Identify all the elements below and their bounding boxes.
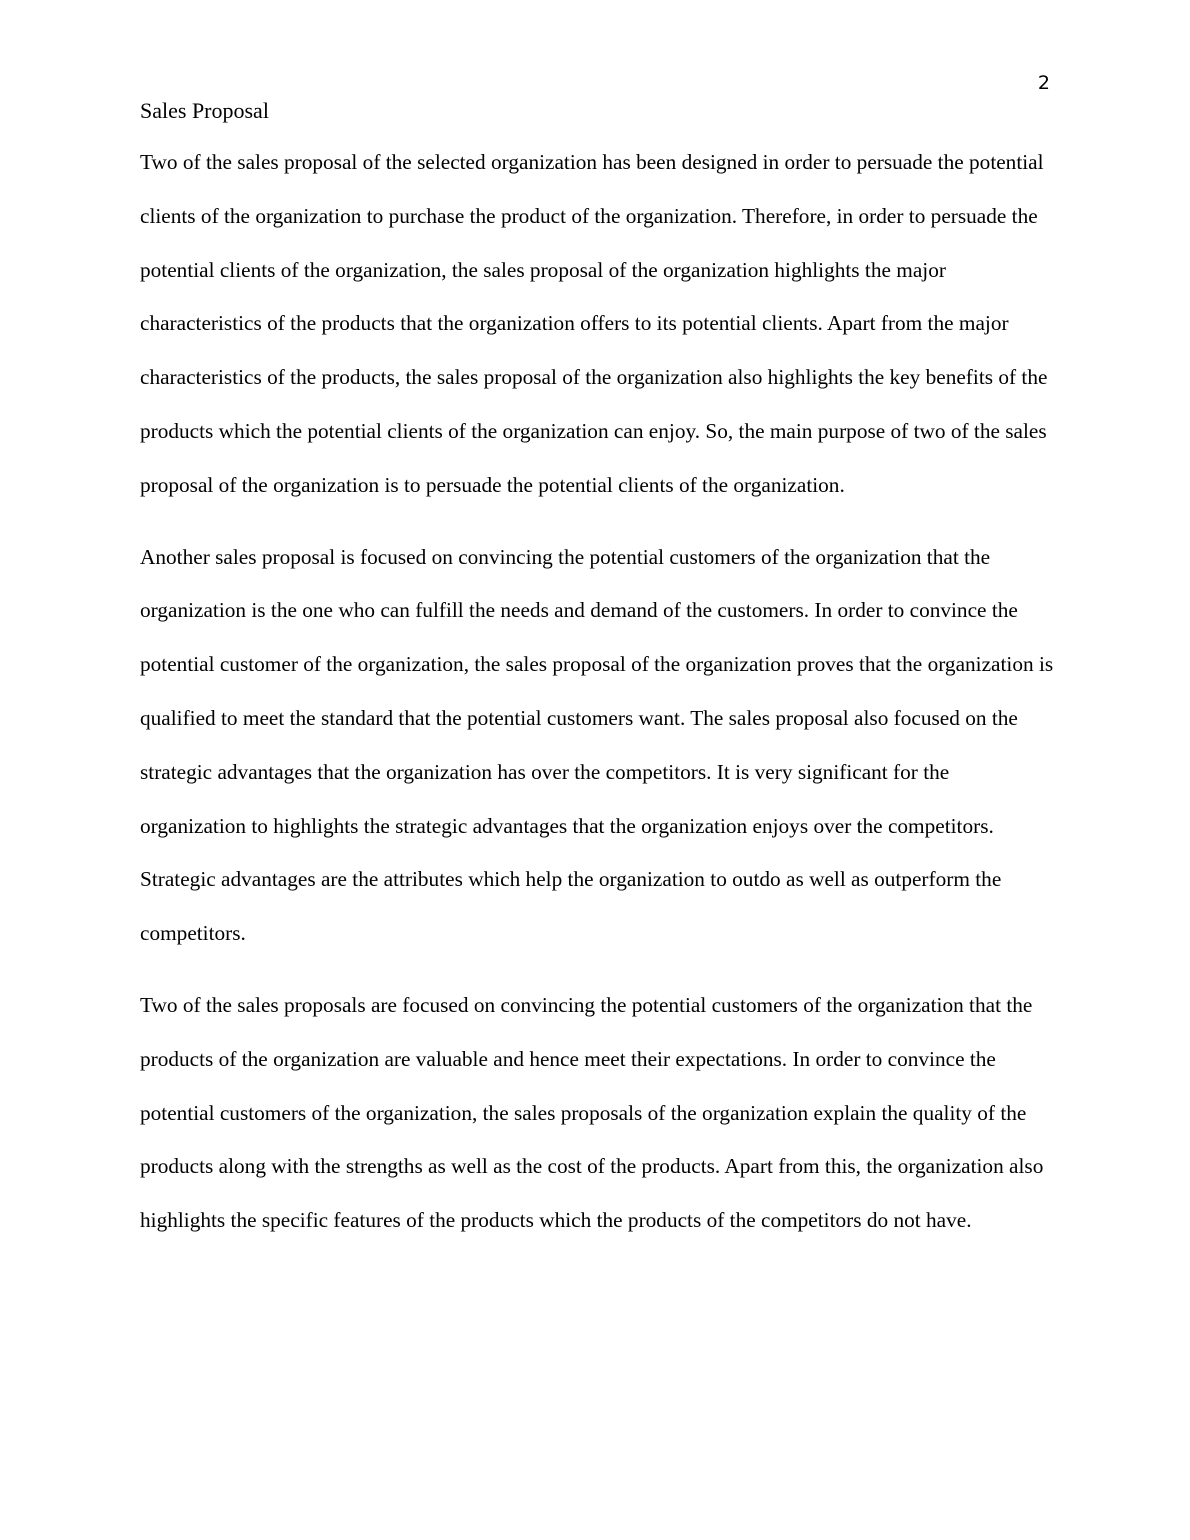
paragraph-3: Two of the sales proposals are focused on convincing the potential customers of the organization that the products of the organization are valuable and hence meet their expectations. In order to convince the potential customers of the organization, the sales proposals of the organization explain the quality of the products along with the strengths as well as the cost of the products. Apart from this, the organization also highlights the specific features of the products which the products of the competitors do not have. [140, 992, 1044, 1233]
page-number: 2 [1037, 72, 1050, 94]
paragraph-1: Two of the sales proposal of the selected organization has been designed in order to persuade the potential clients of the organization to purchase the product of the organization. Therefore, in order to persuade the potential clients of the organization, the sales proposal of the organization highlights the major characteristics of the products that the organization offers to its potential clients. Apart from the major characteristics of the products, the sales proposal of the organization also highlights the key benefits of the products which the potential clients of the organization can enjoy. So, the main purpose of two of the sales proposal of the organization is to persuade the potential clients of the organization. [140, 150, 1048, 497]
section-heading: Sales Proposal [140, 98, 269, 123]
paragraph-2: Another sales proposal is focused on convincing the potential customers of the organization that the organization is the one who can fulfill the needs and demand of the customers. In order to convince the potential customer of the organization, the sales proposal of the organization proves that the organization is qualified to meet the standard that the potential customers want. The sales proposal also focused on the strategic advantages that the organization has over the competitors. It is very significant for the organization to highlights the strategic advantages that the organization enjoys over the competitors. Strategic advantages are the attributes which help the organization to outdo as well as outperform the competitors. [140, 544, 1054, 946]
document-body [140, 136, 1055, 1266]
